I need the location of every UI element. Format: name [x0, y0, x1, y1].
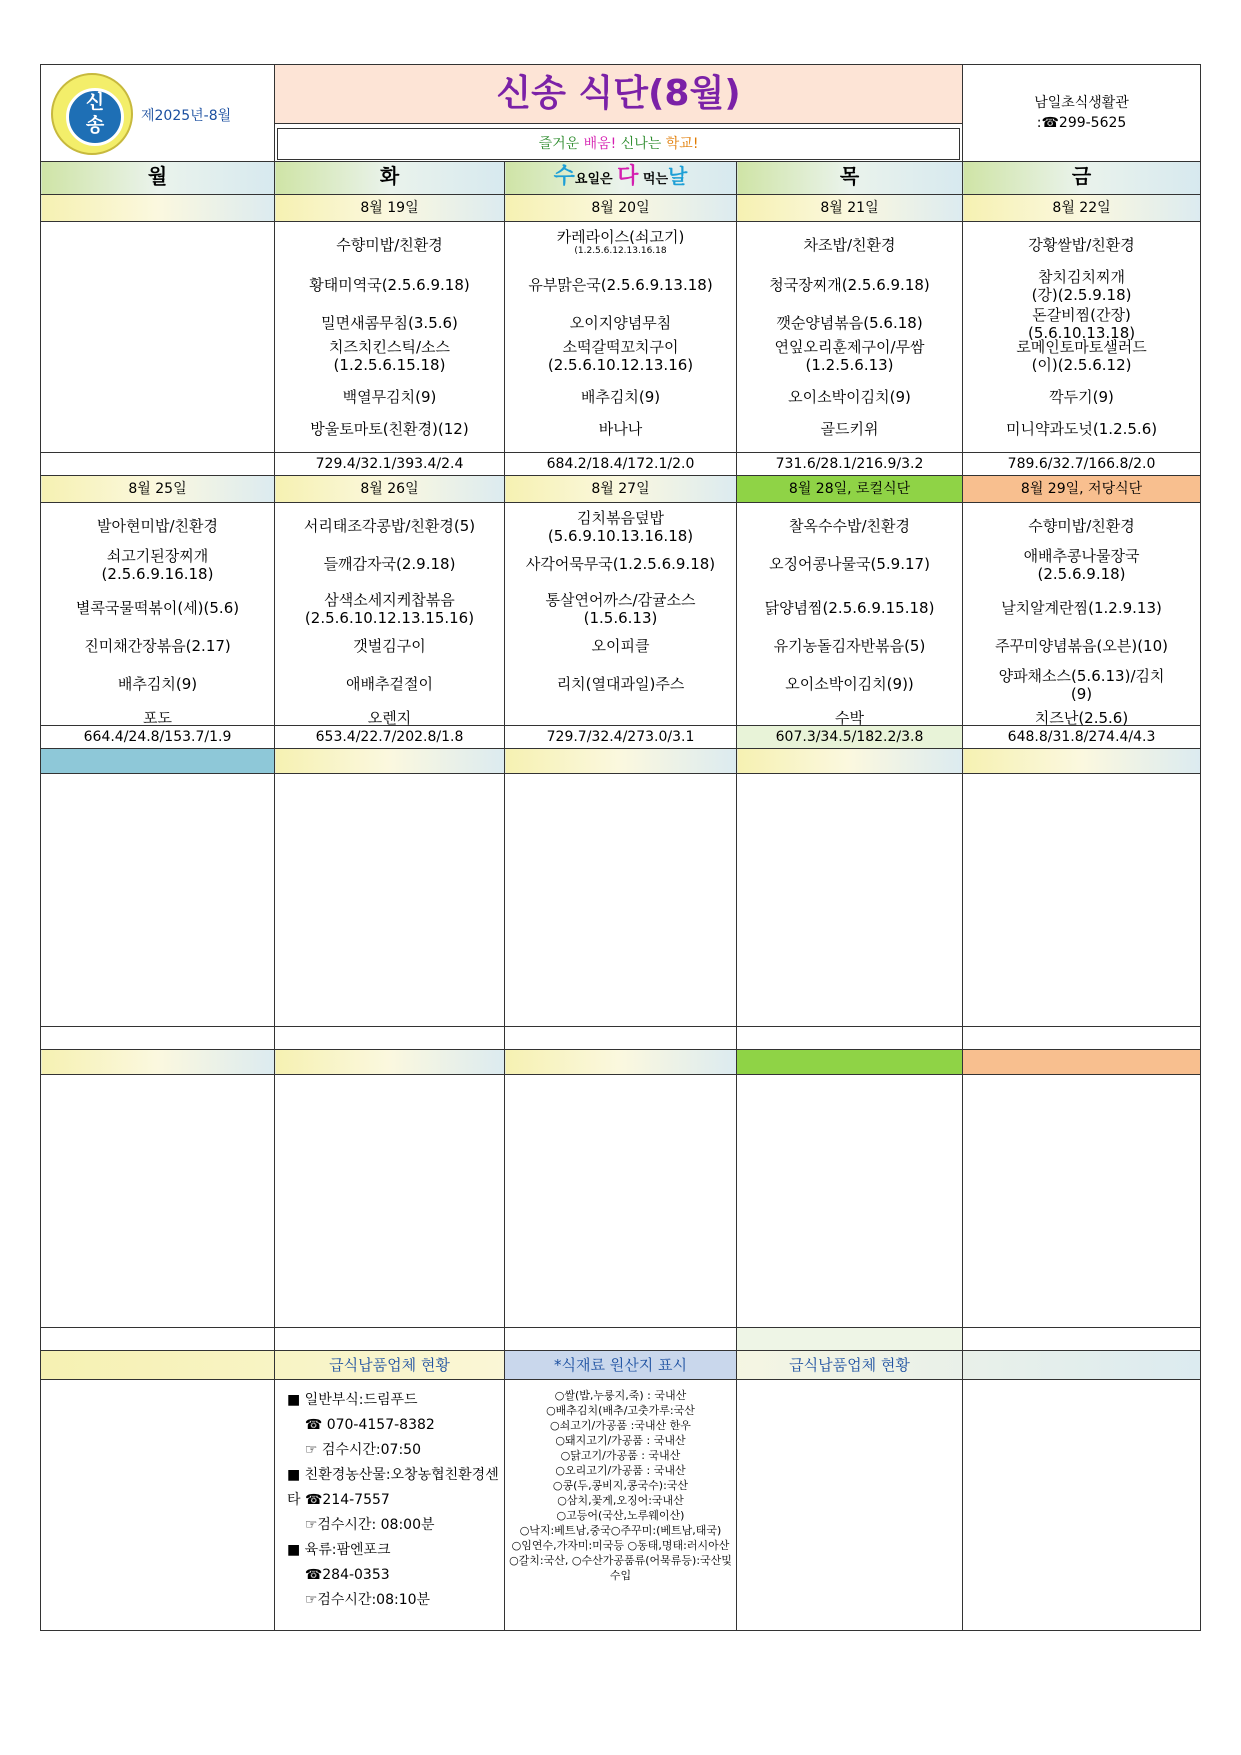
- menu-item-name: 수향미밥/친환경: [336, 236, 443, 254]
- menu-item-name: 오이소박이김치(9): [788, 388, 911, 406]
- menu-item-name: 수향미밥/친환경: [1028, 517, 1135, 535]
- empty-cell: [275, 774, 505, 1027]
- menu-sheet: [40, 64, 1200, 1631]
- school-cell: [963, 65, 1201, 162]
- menu-w1-2: [505, 222, 737, 453]
- menu-item: [505, 338, 736, 374]
- menu-item: [963, 709, 1200, 727]
- menu-item-allergens: (2.5.6.9.18): [1037, 565, 1126, 583]
- empty-cell: [41, 774, 275, 1027]
- menu-item-name: 연잎오리훈제구이/무쌈: [774, 338, 925, 356]
- nutrition-w2-3: 607.3/34.5/182.2/3.8: [737, 726, 963, 749]
- menu-item-name: 깻순양념볶음(5.6.18): [776, 314, 923, 332]
- origin-line: ○돼지고기/가공품 : 국내산: [555, 1434, 686, 1447]
- menu-item-name: 오징어콩나물국(5.9.17): [769, 555, 930, 573]
- menu-w1-3: [737, 222, 963, 453]
- menu-item-name: 백열무김치(9): [342, 388, 437, 406]
- menu-item-name: 밀면새콤무침(3.5.6): [321, 314, 458, 332]
- menu-w2-2: [505, 503, 737, 726]
- title-cell: [275, 65, 963, 162]
- band-w3-1: [275, 749, 505, 774]
- day-thu: 목: [737, 162, 963, 195]
- origin-line: ○콩(두,콩비지,콩국수):국산: [552, 1479, 689, 1492]
- menu-item-name: 황태미역국(2.5.6.9.18): [309, 276, 470, 294]
- info-blank: [963, 1380, 1201, 1631]
- menu-item-name: 닭양념찜(2.5.6.9.15.18): [764, 599, 935, 617]
- vendor-line: ☞ 검수시간:07:50: [287, 1442, 421, 1458]
- menu-item-name: 골드키위: [820, 420, 879, 438]
- menu-item: [41, 675, 274, 693]
- menu-item-name: 오이소박이김치(9)): [785, 675, 914, 693]
- info-blank: [41, 1351, 275, 1380]
- vendor-line: ☎ 070-4157-8382: [287, 1417, 435, 1433]
- vendor-line: ☞검수시간: 08:00분: [287, 1517, 435, 1533]
- menu-item: [737, 709, 962, 727]
- menu-item-name: 애배추콩나물장국: [1023, 547, 1140, 565]
- menu-item: [505, 228, 736, 257]
- menu-item: [737, 637, 962, 655]
- menu-w1-1: [275, 222, 505, 453]
- menu-item: [275, 591, 504, 627]
- nutrition-w1-3: 731.6/28.1/216.9/3.2: [737, 453, 963, 476]
- slogan-word: 신나는: [620, 136, 666, 152]
- empty-cell: [963, 1027, 1201, 1050]
- empty-cell: [963, 1328, 1201, 1351]
- menu-item-allergens: (1.2.5.6.15.18): [333, 356, 446, 374]
- menu-item: [737, 420, 962, 438]
- menu-w1-0: [41, 222, 275, 453]
- menu-item: [275, 675, 504, 693]
- band-w4-1: [275, 1050, 505, 1075]
- menu-item-name: 강황쌀밥/친환경: [1028, 236, 1135, 254]
- menu-item-allergens: (이)(2.5.6.12): [1031, 356, 1132, 374]
- empty-cell: [505, 1075, 737, 1328]
- band-w4-3: [737, 1050, 963, 1075]
- nutrition-w1-2: 684.2/18.4/172.1/2.0: [505, 453, 737, 476]
- vendor-header-2: 급식납품업체 현황: [737, 1351, 963, 1380]
- menu-item-name: 소떡갈떡꼬치구이: [562, 338, 679, 356]
- menu-item: [275, 420, 504, 438]
- menu-w2-4: [963, 503, 1201, 726]
- menu-item-allergens: (2.5.6.9.16.18): [101, 565, 214, 583]
- info-blank: [41, 1380, 275, 1631]
- menu-item: [275, 276, 504, 294]
- menu-item-name: 애배추겉절이: [346, 675, 433, 693]
- menu-item-name: 서리태조각콩밥/친환경(5): [303, 517, 476, 535]
- menu-item-name: 방울토마토(친환경)(12): [310, 420, 469, 438]
- menu-item: [275, 709, 504, 727]
- menu-item: [41, 547, 274, 583]
- menu-item: [963, 388, 1200, 406]
- menu-item-name: 참치김치찌개: [1038, 268, 1125, 286]
- menu-item-allergens: (2.5.6.10.12.13.16): [547, 356, 694, 374]
- menu-item-name: 포도: [143, 709, 172, 727]
- menu-item-allergens: (1.2.5.6.13): [805, 356, 894, 374]
- menu-item: [41, 599, 274, 617]
- band-w4-2: [505, 1050, 737, 1075]
- vendor-header-1: 급식납품업체 현황: [275, 1351, 505, 1380]
- menu-item: [41, 709, 274, 727]
- school-phone: :☎299-5625: [1036, 115, 1127, 131]
- menu-item-name: 갯벌김구이: [353, 637, 426, 655]
- menu-item: [963, 338, 1200, 374]
- empty-cell: [963, 1075, 1201, 1328]
- menu-item-name: 청국장찌개(2.5.6.9.18): [769, 276, 930, 294]
- menu-item: [41, 517, 274, 535]
- menu-w2-3: [737, 503, 963, 726]
- menu-item-name: 양파채소스(5.6.13)/김치: [998, 667, 1165, 685]
- date-w2-0: 8월 25일: [41, 476, 275, 503]
- menu-item: [737, 338, 962, 374]
- menu-item-name: 수박: [835, 709, 864, 727]
- band-w4-4: [963, 1050, 1201, 1075]
- page-title: 신송 식단(8월): [275, 65, 962, 124]
- menu-item: [737, 517, 962, 535]
- empty-cell: [41, 1075, 275, 1328]
- menu-item: [963, 268, 1200, 304]
- origin-list: [505, 1380, 737, 1631]
- date-w1-4: 8월 22일: [963, 195, 1201, 222]
- menu-item-name: 미니약과도넛(1.2.5.6): [1005, 420, 1158, 438]
- origin-line: ○쇠고기/가공품 :국내산 한우: [550, 1419, 691, 1432]
- menu-item-name: 날치알계란찜(1.2.9.13): [1001, 599, 1162, 617]
- issue-label: 제2025년-8월: [141, 108, 232, 124]
- date-w1-1: 8월 19일: [275, 195, 505, 222]
- menu-item-name: 삼색소세지케찹볶음: [324, 591, 455, 609]
- menu-item-name: 돈갈비찜(간장): [1032, 306, 1131, 324]
- menu-item: [505, 509, 736, 545]
- menu-item-name: 사각어묵무국(1.2.5.6.9.18): [525, 555, 716, 573]
- date-w2-2: 8월 27일: [505, 476, 737, 503]
- menu-item-name: 차조밥/친환경: [803, 236, 896, 254]
- menu-item: [963, 667, 1200, 703]
- menu-item-name: 배추김치(9): [117, 675, 198, 693]
- menu-item: [275, 388, 504, 406]
- band-w3-0: [41, 749, 275, 774]
- menu-item-name: 유기농돌김자반볶음(5): [773, 637, 926, 655]
- origin-line: ○삼치,꽃게,오징어:국내산: [557, 1494, 684, 1507]
- nutrition-w1-0: [41, 453, 275, 476]
- menu-item-name: 오이피클: [591, 637, 650, 655]
- menu-table: [40, 64, 1201, 1631]
- menu-item-allergens: (강)(2.5.9.18): [1031, 286, 1132, 304]
- menu-item: [505, 276, 736, 294]
- origin-header: *식재료 원산지 표시: [505, 1351, 737, 1380]
- logo-cell: [41, 65, 275, 162]
- menu-item-name: 오이지양념무침: [569, 314, 672, 332]
- menu-item-allergens-small: (1.2.5.6.12.13.16.18: [574, 246, 667, 256]
- menu-item: [41, 637, 274, 655]
- nutrition-w1-4: 789.6/32.7/166.8/2.0: [963, 453, 1201, 476]
- menu-item-name: 깍두기(9): [1049, 388, 1114, 406]
- empty-cell: [275, 1027, 505, 1050]
- empty-cell: [737, 1027, 963, 1050]
- empty-cell: [505, 1328, 737, 1351]
- menu-item-name: 찰옥수수밥/친환경: [789, 517, 910, 535]
- slogan-word: 배움!: [583, 136, 621, 152]
- menu-item: [505, 675, 736, 693]
- menu-item-name: 주꾸미양념볶음(오븐)(10): [995, 637, 1168, 655]
- date-w1-3: 8월 21일: [737, 195, 963, 222]
- menu-item: [737, 599, 962, 617]
- menu-item-name: 카레라이스(쇠고기): [556, 228, 685, 246]
- vendor-line: ■ 육류:팜엔포크: [287, 1542, 391, 1558]
- origin-line: ○배추김치(배추/고춧가루:국산: [546, 1404, 695, 1417]
- origin-line: ○임연수,가자미:미국등 ○동태,명태:러시아산: [511, 1539, 730, 1552]
- slogan-word: 즐거운: [538, 136, 584, 152]
- nutrition-w2-1: 653.4/22.7/202.8/1.8: [275, 726, 505, 749]
- info-blank: [737, 1380, 963, 1631]
- menu-item-allergens: (2.5.6.10.12.13.15.16): [304, 609, 475, 627]
- nutrition-w2-0: 664.4/24.8/153.7/1.9: [41, 726, 275, 749]
- date-w1-0: [41, 195, 275, 222]
- vendor-line: ■ 친환경농산물:오창농협친환경센타 ☎214-7557: [287, 1467, 499, 1508]
- info-blank: [963, 1351, 1201, 1380]
- empty-cell: [737, 774, 963, 1027]
- menu-item-name: 바나나: [598, 420, 643, 438]
- menu-item: [737, 388, 962, 406]
- menu-item: [963, 599, 1200, 617]
- menu-item-name: 들깨감자국(2.9.18): [323, 555, 456, 573]
- menu-item-allergens: (5.6.9.10.13.16.18): [547, 527, 694, 545]
- menu-item: [963, 420, 1200, 438]
- menu-item-name: 로메인토마토샐러드: [1016, 338, 1147, 356]
- empty-cell: [505, 1027, 737, 1050]
- day-wed: 수요일은 다 먹는날: [505, 162, 737, 195]
- menu-item-allergens: (9): [1070, 685, 1093, 703]
- menu-item-name: 쇠고기된장찌개: [106, 547, 209, 565]
- empty-cell: [737, 1075, 963, 1328]
- school-name: 남일초식생활관: [1034, 95, 1129, 111]
- date-w2-1: 8월 26일: [275, 476, 505, 503]
- menu-w2-0: [41, 503, 275, 726]
- menu-item-name: 통살연어까스/감귤소스: [545, 591, 696, 609]
- vendor-list: [275, 1380, 505, 1631]
- nutrition-w1-1: 729.4/32.1/393.4/2.4: [275, 453, 505, 476]
- empty-cell: [41, 1027, 275, 1050]
- vendor-line: ☎284-0353: [287, 1567, 390, 1583]
- menu-item: [505, 637, 736, 655]
- slogan-word: 학교!: [665, 136, 699, 152]
- band-w3-2: [505, 749, 737, 774]
- menu-item-name: 김치볶음덮밥: [577, 509, 664, 527]
- origin-line: ○닭고기/가공품 : 국내산: [560, 1449, 681, 1462]
- date-w1-2: 8월 20일: [505, 195, 737, 222]
- empty-cell: [275, 1075, 505, 1328]
- origin-line: ○낙지:베트남,중국○주꾸미:(베트남,태국): [519, 1524, 722, 1537]
- menu-item-name: 치즈치킨스틱/소스: [329, 338, 450, 356]
- origin-line: ○오리고기/가공품 : 국내산: [555, 1464, 686, 1477]
- menu-item: [963, 637, 1200, 655]
- menu-item: [505, 555, 736, 573]
- menu-item-name: 치즈난(2.5.6): [1034, 709, 1129, 727]
- menu-item-name: 오렌지: [367, 709, 412, 727]
- school-logo-icon: 신 송: [51, 73, 133, 155]
- empty-cell: [275, 1328, 505, 1351]
- menu-item: [275, 517, 504, 535]
- menu-w1-4: [963, 222, 1201, 453]
- vendor-line: ☞검수시간:08:10분: [287, 1592, 431, 1608]
- date-w2-4: 8월 29일, 저당식단: [963, 476, 1201, 503]
- menu-item: [505, 420, 736, 438]
- origin-line: ○갈치:국산, ○수산가공품류(어묵류등):국산및수입: [509, 1554, 732, 1582]
- band-w3-3: [737, 749, 963, 774]
- empty-cell: [963, 774, 1201, 1027]
- menu-item-name: 발아현미밥/친환경: [97, 517, 218, 535]
- day-tue: 화: [275, 162, 505, 195]
- nutrition-w2-2: 729.7/32.4/273.0/3.1: [505, 726, 737, 749]
- menu-w2-1: [275, 503, 505, 726]
- menu-item-name: 별콕국물떡볶이(세)(5.6): [75, 599, 240, 617]
- empty-cell: [737, 1328, 963, 1351]
- menu-item: [505, 314, 736, 332]
- menu-item-name: 유부맑은국(2.5.6.9.13.18): [528, 276, 713, 294]
- menu-item: [963, 236, 1200, 254]
- menu-item: [505, 388, 736, 406]
- menu-item: [737, 314, 962, 332]
- menu-item: [963, 547, 1200, 583]
- menu-item: [275, 236, 504, 254]
- menu-item: [275, 555, 504, 573]
- empty-cell: [505, 774, 737, 1027]
- menu-item: [963, 306, 1200, 342]
- vendor-line: ■ 일반부식:드림푸드: [287, 1392, 418, 1408]
- menu-item: [737, 675, 962, 693]
- menu-item: [737, 276, 962, 294]
- menu-item: [275, 637, 504, 655]
- menu-item: [737, 555, 962, 573]
- slogan-text: [539, 136, 699, 152]
- day-fri: 금: [963, 162, 1201, 195]
- menu-item-name: 진미채간장볶음(2.17): [84, 637, 231, 655]
- menu-item-allergens: (1.5.6.13): [583, 609, 658, 627]
- day-mon: 월: [41, 162, 275, 195]
- menu-item-name: 리치(열대과일)주스: [556, 675, 685, 693]
- slogan: [277, 128, 960, 160]
- nutrition-w2-4: 648.8/31.8/274.4/4.3: [963, 726, 1201, 749]
- band-w4-0: [41, 1050, 275, 1075]
- date-w2-3: 8월 28일, 로컬식단: [737, 476, 963, 503]
- menu-item-name: 배추김치(9): [580, 388, 661, 406]
- menu-item: [505, 591, 736, 627]
- menu-item-allergens: (5.6.10.13.18): [1027, 324, 1136, 342]
- band-w3-4: [963, 749, 1201, 774]
- menu-item: [275, 314, 504, 332]
- menu-item: [275, 338, 504, 374]
- menu-item: [737, 236, 962, 254]
- empty-cell: [41, 1328, 275, 1351]
- menu-item: [963, 517, 1200, 535]
- origin-line: ○고등어(국산,노루웨이산): [556, 1509, 685, 1522]
- origin-line: ○쌀(밥,누룽지,죽) : 국내산: [554, 1389, 687, 1402]
